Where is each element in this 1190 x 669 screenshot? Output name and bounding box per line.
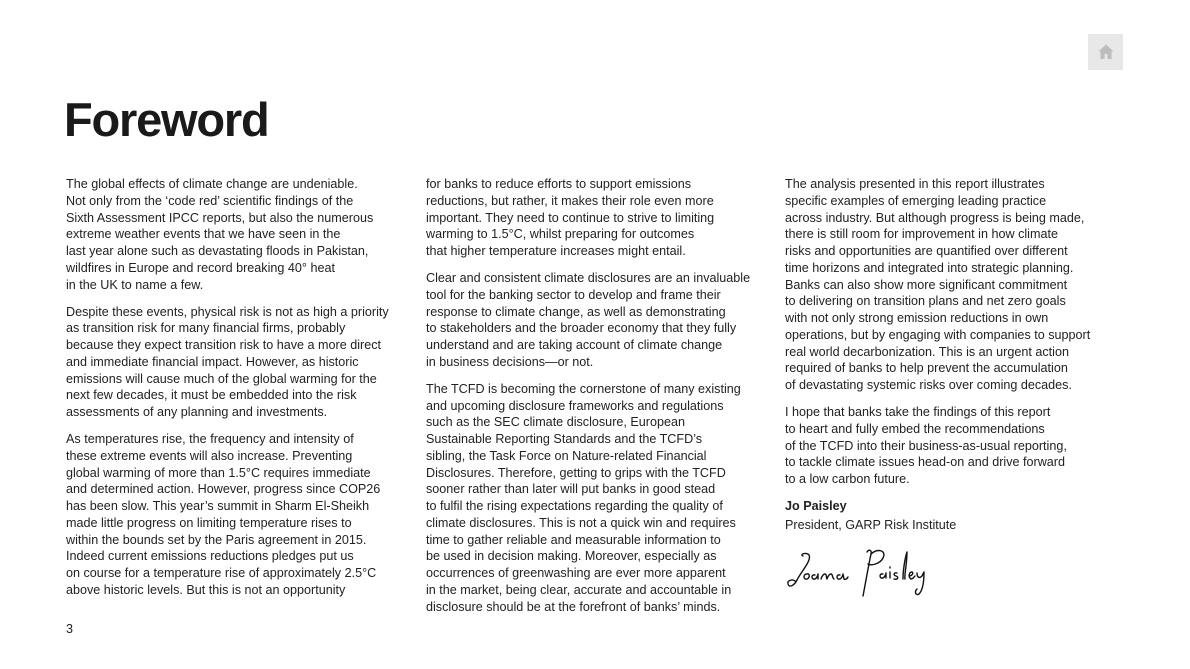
home-button[interactable] [1088, 34, 1123, 70]
paragraph: Clear and consistent climate disclosures are an invaluable tool for the banking sector to develop and frame their response to climate change, as well as demonstrating to stakeholders and the broader economy that they fully understand and are taking account of climate change in business decisions—or not. [426, 271, 751, 369]
handwritten-signature [785, 546, 935, 606]
paragraph: I hope that banks take the findings of this report to heart and fully embed the recommendations of the TCFD into their business-as-usual reporting, to tackle climate issues head-on and drive forward to a low carbon future. [785, 405, 1067, 487]
paragraph: Despite these events, physical risk is not as high a priority as transition risk for many financial firms, probably because they expect transition risk to have a more direct and immediate financial impact. However, as historic emissions will cause much of the global warming for the next few decades, it must be embedded into the risk assessments of any planning and investments. [66, 304, 389, 420]
paragraph: for banks to reduce efforts to support emissions reductions, but rather, it makes their role even more important. They need to continue to strive to limiting warming to 1.5°C, whilst preparing for outcomes that higher temperature increases might entail. [426, 177, 715, 258]
paragraph: The TCFD is becoming the cornerstone of many existing and upcoming disclosure frameworks and regulations such as the SEC climate disclosure, European Sustainable Reporting Standards and the TCFD’s sibling, the Task Force on Nature-related Financial Disclosures. Therefore, getting to grips with the TCFD sooner rather than later will put banks in good stead to fulfil the rising expectations regarding the quality of climate disclosures. This is not a quick win and requires time to gather reliable and measurable information to be used in decision making. Moreover, especially as occurrences of greenwashing are ever more apparent in the market, being clear, accurate and accountable in disclosure should be at the forefront of banks’ minds. [426, 381, 741, 614]
text-column-2 [426, 176, 771, 626]
signatory-name: Jo Paisley [785, 499, 847, 514]
sign-off [785, 498, 1130, 606]
paragraph: As temperatures rise, the frequency and intensity of these extreme events will also increase. Preventing global warming of more than 1.5°C requires immediate and determined action. However, progress since COP26 has been slow. This year’s summit in Sharm El-Sheikh made little progress on limiting temperature rises to within the bounds set by the Paris agreement in 2015. Indeed current emissions reductions pledges put us on course for a temperature rise of approximately 2.5°C above historic levels. But this is not an opportunity [66, 432, 381, 597]
page-title: Foreword [64, 93, 269, 146]
signatory-title: President, GARP Risk Institute [785, 517, 957, 532]
page-number: 3 [66, 622, 74, 636]
text-column-1 [66, 176, 411, 609]
text-column-3 [785, 176, 1130, 606]
paragraph: The analysis presented in this report illustrates specific examples of emerging leading practice across industry. But although progress is being made, there is still room for improvement in how climate risks and opportunities are quantified over different time horizons and integrated into strategic planning. Banks can also show more significant commitment to delivering on transition plans and net zero goals with not only strong emission reductions in own operations, but by engaging with companies to support real world decarbonization. This is an urgent action required of banks to help prevent the accumulation of devastating systemic risks over coming decades. [785, 177, 1091, 392]
paragraph: The global effects of climate change are undeniable. Not only from the ‘code red’ scientific findings of the Sixth Assessment IPCC reports, but also the numerous extreme weather events that we have seen in the last year alone such as devastating floods in Pakistan, wildfires in Europe and record breaking 40° heat in the UK to name a few. [66, 177, 374, 292]
home-icon [1097, 43, 1115, 61]
